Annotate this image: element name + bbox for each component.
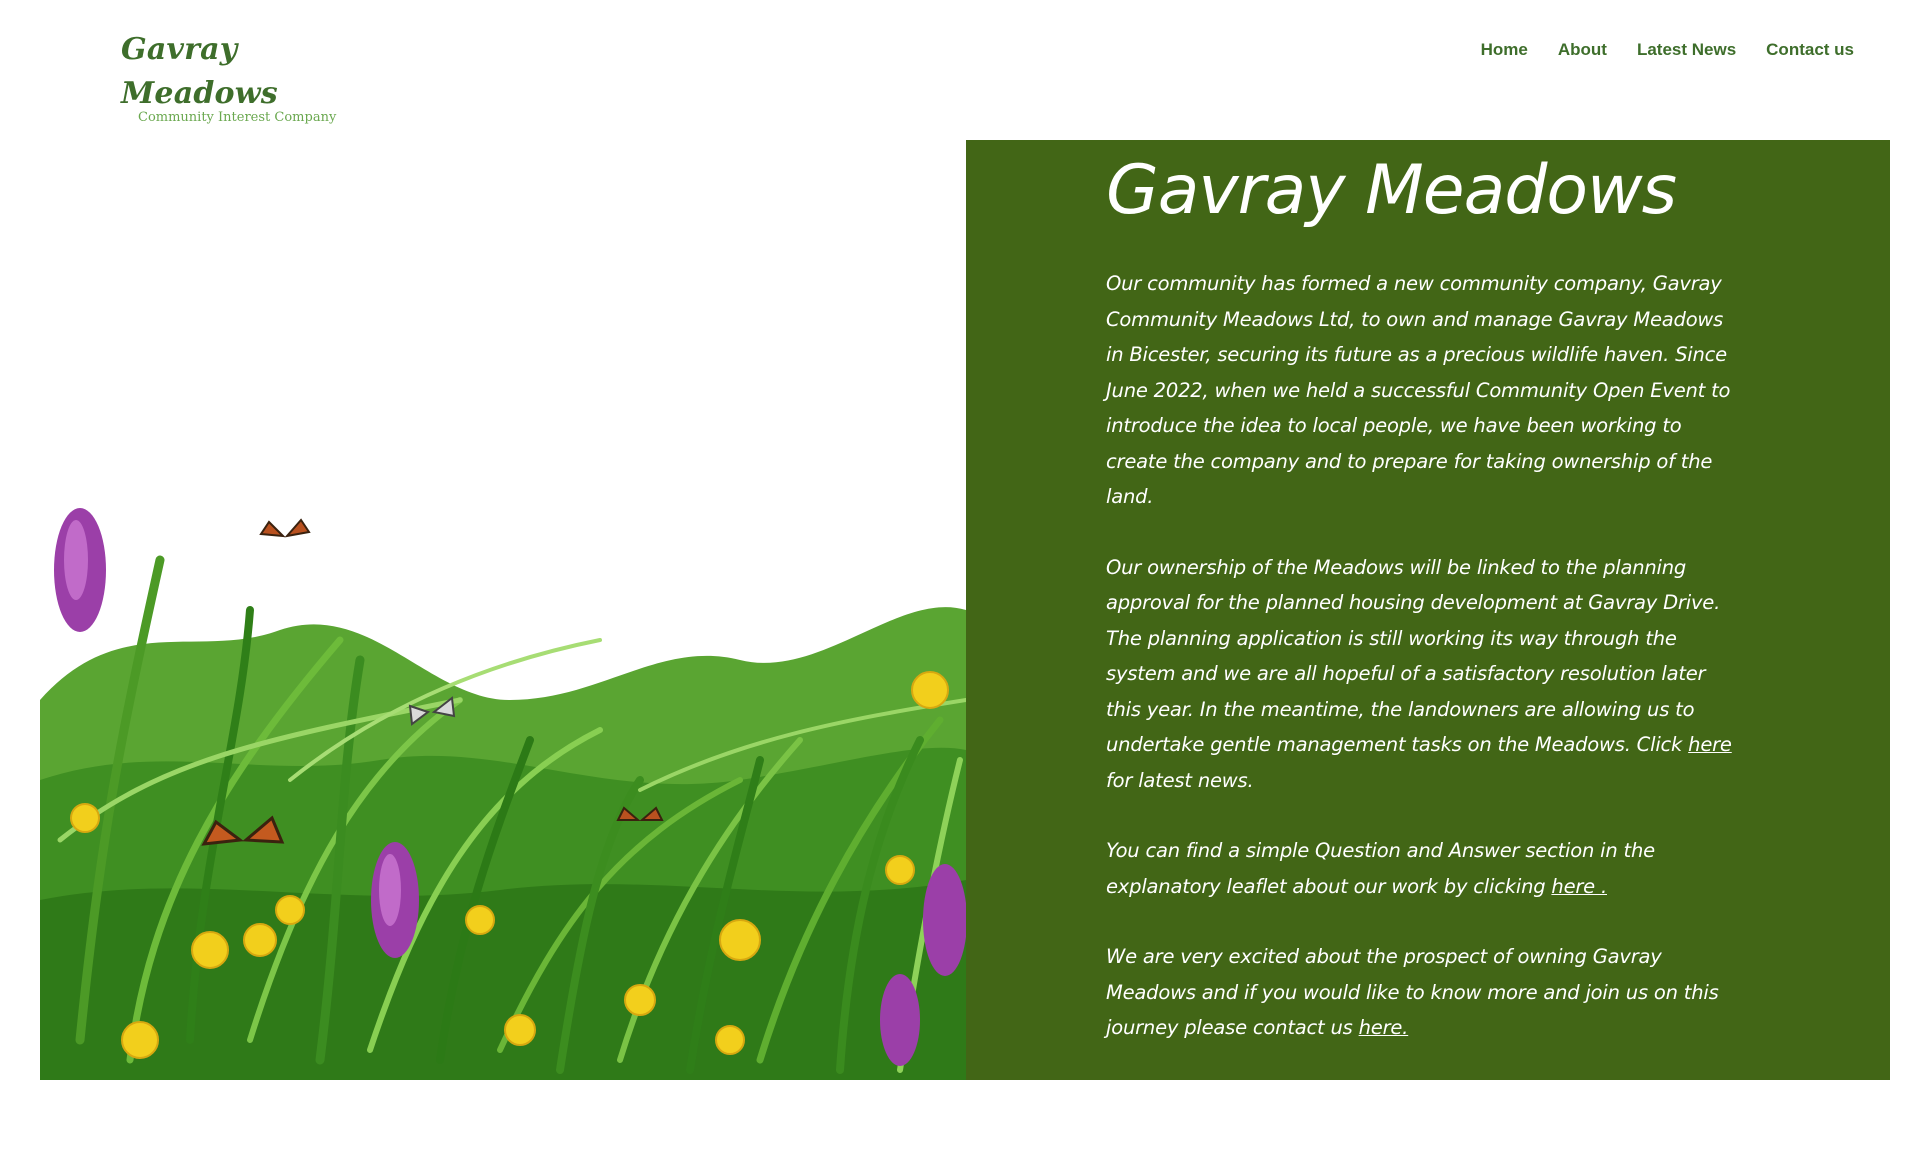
contact-link[interactable]: here. bbox=[1358, 1016, 1409, 1039]
intro-paragraph-3 bbox=[1106, 833, 1746, 904]
paragraph-text: You can find a simple Question and Answer section in the explanatory leaflet about our work by clicking bbox=[1106, 839, 1655, 898]
sign-off: Kind regards bbox=[1106, 1086, 1228, 1110]
nav-latest-news[interactable]: Latest News bbox=[1636, 40, 1737, 59]
site-header bbox=[0, 0, 1920, 140]
intro-paragraph-2 bbox=[1106, 550, 1746, 799]
intro-content bbox=[1106, 140, 1746, 1151]
intro-paragraph-1: Our community has formed a new community company, Gavray Community Meadows Ltd, to own and manage Gavray Meadows in Bicester, securing its future as a precious wildlife haven. Since June 2022, when we held a successful Community Open Event to introduce the idea to local people, we have been working to create the company and to prepare for taking ownership of the land. bbox=[1106, 272, 1731, 508]
intro-paragraph-4 bbox=[1106, 939, 1746, 1046]
leaflet-link[interactable]: here . bbox=[1551, 874, 1607, 898]
intro-panel bbox=[966, 140, 1890, 1110]
latest-news-link[interactable]: here bbox=[1688, 733, 1732, 756]
main-nav bbox=[1481, 40, 1854, 60]
site-logo[interactable] bbox=[121, 28, 381, 125]
paragraph-text: for latest news. bbox=[1106, 768, 1254, 792]
nav-contact-us[interactable]: Contact us bbox=[1766, 40, 1854, 59]
paragraph-text: Our ownership of the Meadows will be linked to the planning approval for the planned housing development at Gavray Drive. The planning application is still working its way through the system and we are all hopeful of a satisfactory resolution later this year. In the meantime, the landowners are allowing us to undertake gentle management tasks on the Meadows. Click bbox=[1106, 555, 1721, 756]
logo-subtitle: Community Interest Company bbox=[138, 110, 337, 125]
logo-title: Gavray Meadows bbox=[121, 32, 278, 111]
nav-home[interactable]: Home bbox=[1480, 40, 1528, 59]
meadow-illustration bbox=[40, 140, 966, 1080]
nav-about[interactable]: About bbox=[1557, 40, 1607, 59]
paragraph-text: We are very excited about the prospect of owning Gavray Meadows and if you would like to know more and join us on this journey please contact us bbox=[1106, 945, 1719, 1039]
page-title: Gavray Meadows bbox=[1106, 151, 1677, 230]
